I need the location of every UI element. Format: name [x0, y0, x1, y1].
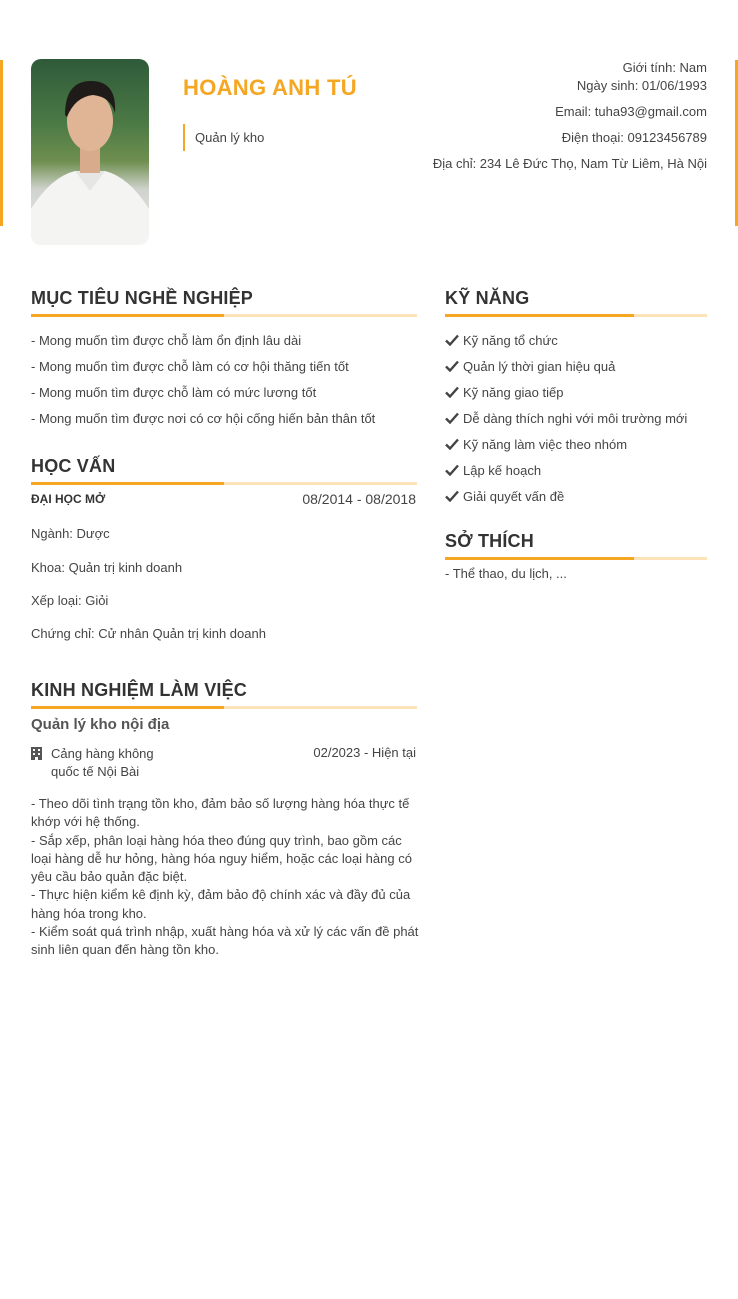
experience-description: - Theo dõi tình trạng tồn kho, đảm bảo số lượng hàng hóa thực tế khớp với hệ thống. - Sắp xếp, phân loại hàng hóa theo đúng quy trình, bao gồm các loại hàng dễ hư hỏng, hàng hóa nguy hiểm, hoặc các loại hàng có yêu cầu bảo quản đặc biệt. - Thực hiện kiểm kê định kỳ, đảm bảo độ chính xác và đầy đủ của hàng hóa trong kho. - Kiểm soát quá trình nhập, xuất hàng hóa và xử lý các vấn đề phát sinh liên quan đến hàng tồn kho.: [31, 796, 419, 958]
phone: Điện thoại: 09123456789: [561, 130, 707, 145]
education-detail: Xếp loại: Giỏi: [31, 593, 109, 608]
objective-item: - Mong muốn tìm được chỗ làm ổn định lâu dài: [31, 333, 302, 348]
date-of-birth: Ngày sinh: 01/06/1993: [576, 78, 707, 93]
check-icon: [445, 490, 459, 502]
company-name: Cảng hàng không quốc tế Nội Bài: [51, 746, 154, 779]
address: Địa chỉ: 234 Lê Đức Thọ, Nam Từ Liêm, Hà Nội: [432, 156, 707, 171]
skill-item: [445, 463, 541, 478]
check-icon: [445, 386, 459, 398]
left-accent-bar: [0, 60, 3, 226]
objective-divider: [31, 314, 417, 317]
check-icon: [445, 464, 459, 476]
education-period: 08/2014 - 08/2018: [302, 491, 416, 507]
education-detail: Chứng chỉ: Cử nhân Quản trị kinh doanh: [31, 626, 266, 641]
skills-divider: [445, 314, 707, 317]
education-detail: Ngành: Dược: [31, 526, 110, 541]
portrait-icon: [31, 59, 149, 245]
school-name: ĐẠI HỌC MỞ: [31, 492, 106, 506]
hobbies-text: - Thể thao, du lịch, ...: [445, 566, 567, 581]
hobbies-divider: [445, 557, 707, 560]
skill-item: [445, 333, 558, 348]
gender: Giới tính: Nam: [622, 60, 707, 75]
skill-label: Lập kế hoạch: [463, 463, 542, 478]
building-icon: [31, 747, 42, 765]
education-title: HỌC VẤN: [31, 456, 116, 476]
objective-item: - Mong muốn tìm được chỗ làm có mức lương tốt: [31, 385, 317, 400]
check-icon: [445, 360, 459, 372]
experience-role: Quản lý kho nội địa: [31, 716, 170, 733]
skill-label: Quản lý thời gian hiệu quả: [463, 359, 616, 374]
skill-label: Kỹ năng tổ chức: [463, 333, 558, 348]
experience-divider: [31, 706, 417, 709]
skill-item: [445, 385, 563, 400]
profile-photo: [31, 59, 149, 245]
check-icon: [445, 412, 459, 424]
check-icon: [445, 438, 459, 450]
objective-item: - Mong muốn tìm được nơi có cơ hội cống hiến bản thân tốt: [31, 411, 376, 426]
skill-item: [445, 489, 564, 504]
skill-item: [445, 437, 627, 452]
email: Email: tuha93@gmail.com: [555, 104, 707, 119]
skills-title: KỸ NĂNG: [445, 288, 530, 308]
job-title: Quản lý kho: [183, 124, 264, 151]
hobbies-title: SỞ THÍCH: [445, 531, 534, 551]
skill-item: [445, 411, 687, 426]
skill-item: [445, 359, 615, 374]
education-detail: Khoa: Quản trị kinh doanh: [31, 560, 183, 575]
objective-title: MỤC TIÊU NGHỀ NGHIỆP: [31, 288, 254, 308]
experience-period: 02/2023 - Hiện tại: [313, 745, 416, 760]
skill-label: Kỹ năng làm việc theo nhóm: [463, 437, 628, 452]
skill-label: Giải quyết vấn đề: [463, 489, 565, 504]
candidate-name: HOÀNG ANH TÚ: [183, 75, 357, 100]
skill-label: Dễ dàng thích nghi với môi trường mới: [463, 411, 688, 426]
check-icon: [445, 334, 459, 346]
objective-item: - Mong muốn tìm được chỗ làm có cơ hội thăng tiến tốt: [31, 359, 349, 374]
skill-label: Kỹ năng giao tiếp: [463, 385, 564, 400]
experience-title: KINH NGHIỆM LÀM VIỆC: [31, 680, 248, 700]
education-divider: [31, 482, 417, 485]
